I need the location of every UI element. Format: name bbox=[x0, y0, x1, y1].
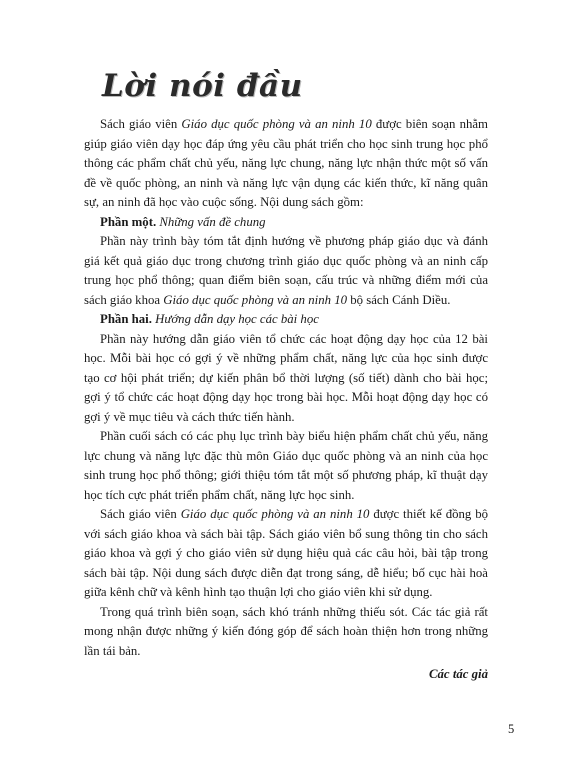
page-number: 5 bbox=[508, 722, 515, 736]
intro-text-cont: được biên soạn nhằm giúp giáo viên dạy học đáp ứng yêu cầu phát triển cho học sinh trung học phổ thông các phẩm chất chủ yếu, năng lực chung, năng lực nhận thức một số vấn đề về quốc phòng, an ninh và năng lực vận dụng các kiến thức, kĩ năng quân sự, an ninh đã học vào cuộc sống. Nội dung sách gồm: bbox=[84, 117, 488, 209]
closing-text: Sách giáo viên bbox=[100, 507, 181, 521]
part-one-label: Phần một. bbox=[100, 214, 157, 229]
part-one-book-title: Giáo dục quốc phòng và an ninh 10 bbox=[163, 292, 348, 307]
part-two-label: Phần hai. bbox=[100, 312, 152, 326]
part-one-heading bbox=[84, 213, 488, 233]
intro-book-title: Giáo dục quốc phòng và an ninh 10 bbox=[181, 117, 372, 131]
part-one-title: Những vấn đề chung bbox=[159, 214, 266, 229]
intro-paragraph bbox=[84, 115, 488, 213]
part-one-text-cont: bộ sách Cánh Diều. bbox=[347, 292, 451, 307]
closing-book-title: Giáo dục quốc phòng và an ninh 10 bbox=[180, 507, 370, 521]
part-two-title: Hướng dẫn dạy học các bài học bbox=[155, 312, 319, 326]
part-one-paragraph bbox=[84, 232, 488, 310]
part-two-paragraph-1: Phần này hướng dẫn giáo viên tổ chức các hoạt động dạy học của 12 bài học. Mỗi bài học có gợi ý về những phẩm chất, năng lực của học sinh được tạo cơ hội phát triển; dự kiến phân bổ thời lượng (số tiết) dành cho bài học; gợi ý tổ chức các hoạt động dạy học trong bài học. Mỗi hoạt động dạy học có gợi ý về mục tiêu và cách thức tiến hành. bbox=[84, 331, 488, 424]
closing-paragraph bbox=[84, 505, 488, 603]
intro-text: Sách giáo viên bbox=[100, 117, 182, 131]
page-title: Lời nói đầu bbox=[102, 68, 303, 104]
part-one-text: Phần này trình bày tóm tắt định hướng về phương pháp giáo dục và đánh giá kết quả giáo dục trong chương trình giáo dục quốc phòng và an ninh cấp trung học phổ thông; quan điểm biên soạn, cấu trúc và những điểm mới của sách giáo khoa bbox=[84, 234, 488, 307]
part-two-paragraph-2: Phần cuối sách có các phụ lục trình bày biểu hiện phẩm chất chủ yếu, năng lực chung và năng lực đặc thù môn Giáo dục quốc phòng và an ninh của học sinh trung học phổ thông; giới thiệu tóm tắt một số phương pháp, kĩ thuật dạy học tích cực phát triển phẩm chất, năng lực học sinh. bbox=[84, 429, 488, 502]
preface-body bbox=[84, 115, 488, 685]
authors-signature: Các tác giả bbox=[429, 667, 488, 681]
part-two-heading bbox=[84, 310, 488, 330]
final-paragraph: Trong quá trình biên soạn, sách khó tránh những thiếu sót. Các tác giả rất mong nhận được những ý kiến đóng góp để sách hoàn thiện hơn trong những lần tái bản. bbox=[84, 604, 488, 658]
closing-text-cont: được thiết kế đồng bộ với sách giáo khoa và sách bài tập. Sách giáo viên bổ sung thông tin cho sách giáo khoa và gợi ý cho giáo viên sử dụng hiệu quả các câu hỏi, bài tập trong sách bài tập. Nội dung sách được diễn đạt trong sáng, dễ hiểu; bố cục hài hoà giữa kênh chữ và kênh hình tạo thuận lợi cho giáo viên khi sử dụng. bbox=[84, 507, 488, 599]
